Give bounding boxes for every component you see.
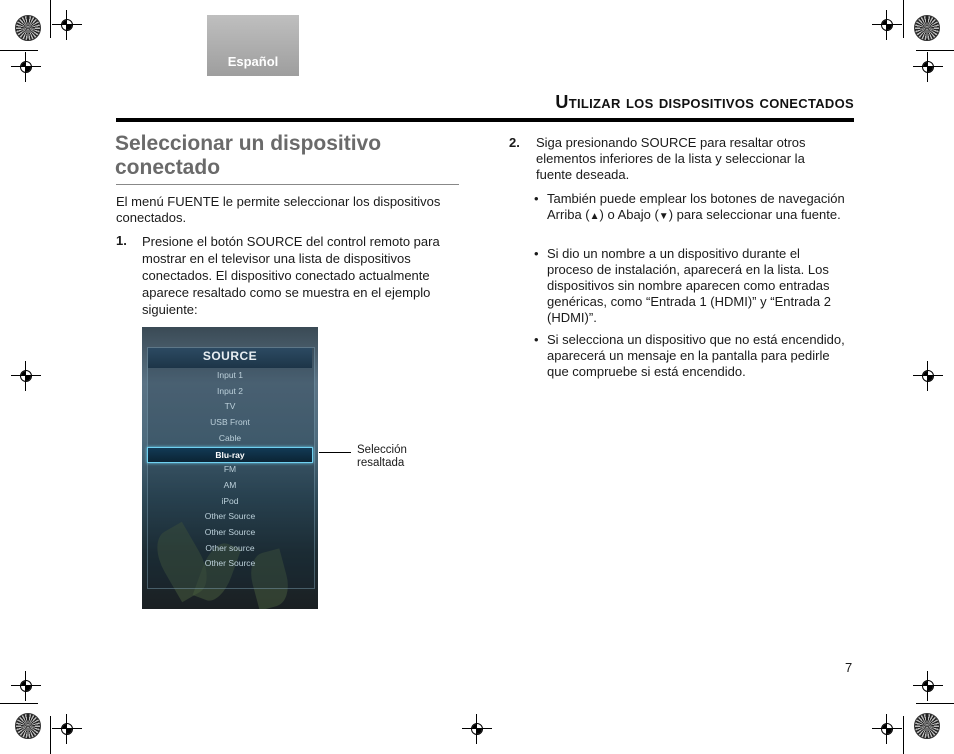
header-rule [116,118,854,122]
menu-item: Cable [218,432,242,443]
bullet-marker: • [534,246,539,261]
callout-label [357,444,407,470]
crop-mark [0,703,38,704]
crop-mark [916,703,954,704]
language-tab-label: Español [227,54,279,69]
step-text: Presione el botón SOURCE del control remoto para mostrar en el televisor una lista de dispositivos conectados. El dispositivo conectado actualmente aparece resaltado como se muestra en el ejemplo siguiente: [142,234,440,317]
print-target-mark-top-left [15,15,41,41]
bullet-marker: • [534,191,539,206]
registration-mark [58,16,76,34]
menu-item: iPod [221,495,239,506]
section-rule [116,184,459,185]
down-arrow-icon: ▼ [658,211,669,222]
bullet-text-part: ) para seleccionar una fuente. [668,207,841,222]
print-target-mark-top-right [914,15,940,41]
menu-title: SOURCE [202,349,258,363]
tv-source-menu-screenshot [142,327,318,609]
print-target-mark-bottom-right [914,713,940,739]
menu-item: Input 1 [217,370,243,380]
menu-item: Other Source [204,511,256,522]
crop-mark [50,716,51,754]
registration-mark [468,720,486,738]
bullet-text-part: También puede emplear los botones de navegación Arriba ( [547,191,845,222]
crop-mark [916,50,954,51]
registration-mark [878,16,896,34]
menu-item: Other Source [204,527,256,537]
step-number: 1. [116,233,127,248]
bullet-text-naming: Si dio un nombre a un dispositivo durante el proceso de instalación, aparecerá en la lista. Los dispositivos sin nombre aparecen como entradas genéricas, como “Entrada 1 (HDMI)” y “Entrada 2 (HDMI)”. [547,246,831,325]
crop-mark [903,0,904,38]
bullet-text-navigation [547,191,847,225]
bullet-text-power: Si selecciona un dispositivo que no está encendido, aparecerá un mensaje en la pantalla para pedirle que compruebe si está encendido. [547,332,845,379]
menu-item: Other Source [204,558,256,569]
callout-line [319,452,351,453]
menu-item: TV [224,401,236,412]
registration-mark [919,677,937,695]
menu-item: USB Front [210,417,250,428]
registration-mark [17,677,35,695]
crop-mark [50,0,51,38]
menu-item: AM [223,479,237,490]
intro-paragraph: El menú FUENTE le permite seleccionar los dispositivos conectados. [116,194,441,225]
menu-item: FM [223,464,237,475]
callout-line-2: resaltada [357,457,405,469]
step-text: Siga presionando SOURCE para resaltar otros elementos inferiores de la lista y seleccionar la fuente deseada. [536,135,806,182]
page-number: 7 [845,660,853,675]
up-arrow-icon: ▲ [589,211,600,222]
registration-mark [17,58,35,76]
menu-item: Other source [205,542,255,553]
registration-mark [17,367,35,385]
menu-item-selected: Blu-ray [147,447,313,463]
language-tab [207,15,299,76]
bullet-marker: • [534,332,539,347]
crop-mark [903,716,904,754]
bullet-text-part: ) o Abajo ( [599,207,659,222]
registration-mark [919,367,937,385]
step-number: 2. [509,135,520,150]
registration-mark [58,720,76,738]
crop-mark [0,50,38,51]
registration-mark [878,720,896,738]
callout-line-1: Selección [357,444,407,456]
print-target-mark-bottom-left [15,713,41,739]
registration-mark [919,58,937,76]
chapter-title: Utilizar los dispositivos conectados [555,92,854,112]
menu-item: Input 2 [217,385,243,396]
section-title: Seleccionar un dispositivo conectado [115,132,382,179]
